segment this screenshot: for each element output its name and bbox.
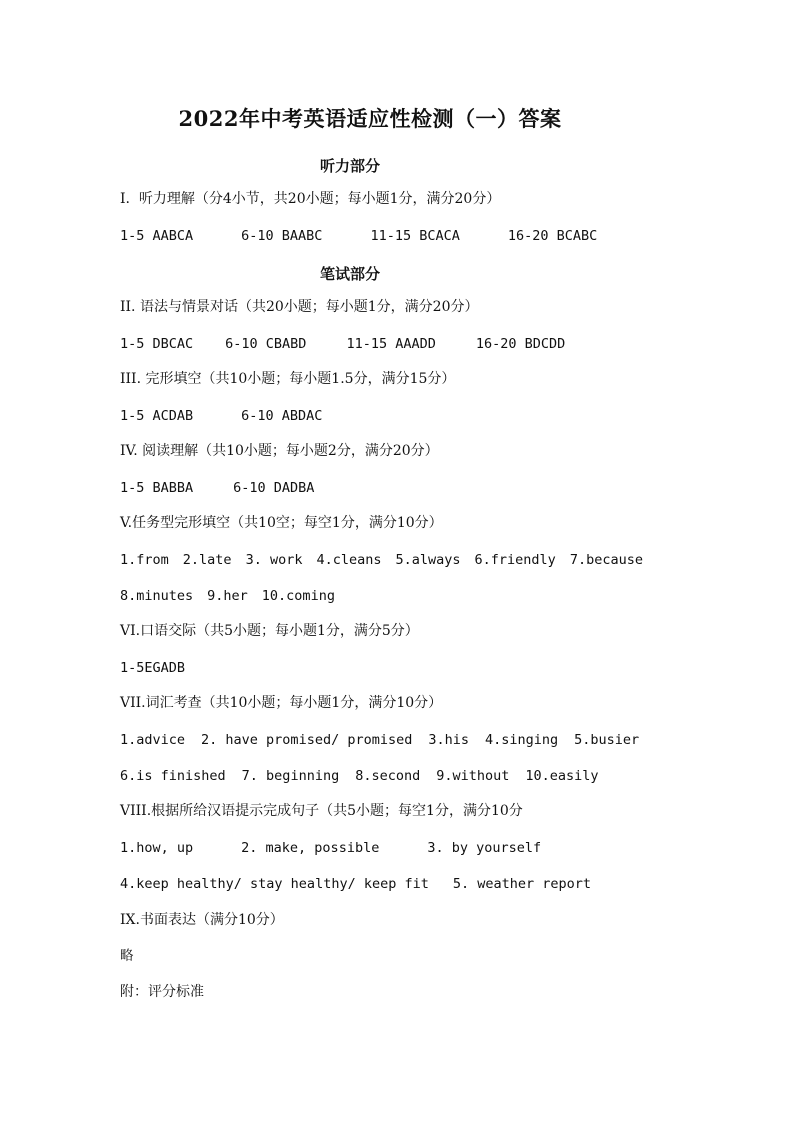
answer-item: 6.friendly [474,552,556,568]
answer-item: 6-10 DADBA [233,480,315,496]
answer-item: 3.his [428,732,469,748]
answer-item: 1.how, up [120,840,194,856]
answer-row [120,227,597,245]
answer-item: 6.is finished [120,768,226,784]
answer-item: 5.always [395,552,461,568]
answer-item: 6-10 CBABD [225,336,307,352]
answer-row [120,587,335,605]
answer-row [120,335,565,353]
section-heading: IV. 阅读理解（共10小题；每小题2分，满分20分） [120,443,439,459]
answer-item: 9.her [207,588,248,604]
answer-item: 4.singing [485,732,559,748]
answer-item: 1-5 ACDAB [120,408,194,424]
answer-row [120,947,134,965]
answer-item: 6-10 ABDAC [241,408,323,424]
answer-item: 1.from [120,552,169,568]
section-heading: VI.口语交际（共5小题；每小题1分，满分5分） [120,623,419,639]
appendix-note: 附：评分标准 [120,984,204,1000]
section-heading: I. 听力理解（分4小节，共20小题；每小题1分，满分20分） [120,191,501,207]
answer-item: 9.without [436,768,510,784]
section-heading: IX.书面表达（满分10分） [120,912,284,928]
answer-item: 11-15 BCACA [370,228,460,244]
answer-item: 16-20 BDCDD [475,336,566,352]
answer-item: 8.minutes [120,588,194,604]
section-heading: III. 完形填空（共10小题；每小题1.5分，满分15分） [120,371,456,387]
section-heading: VII.词汇考查（共10小题；每小题1分，满分10分） [120,695,443,711]
answer-item: 16-20 BCABC [507,228,598,244]
answer-row [120,731,639,749]
answer-item: 2. have promised/ promised [201,732,413,748]
answer-item: 5.busier [574,732,640,748]
writing-heading: 笔试部分 [319,265,380,283]
answer-item: 4.keep healthy/ stay healthy/ keep fit [120,876,429,892]
answer-row [120,875,591,893]
answer-item: 2. make, possible [241,840,380,856]
answer-item: 6-10 BAABC [241,228,323,244]
answer-item: 3. by yourself [427,840,542,856]
answer-item: 1-5EGADB [120,660,186,676]
answer-item: 8.second [355,768,421,784]
answer-row [120,551,643,569]
answer-item: 5. weather report [452,876,592,892]
answer-row [120,839,541,857]
answer-item: 10.coming [261,588,335,604]
section-heading: V.任务型完形填空（共10空；每空1分，满分10分） [120,515,443,531]
listening-heading: 听力部分 [319,157,380,175]
answer-row [120,659,185,677]
answer-item: 11-15 AAADD [346,336,436,352]
answer-item: 2.late [182,552,232,568]
answer-item: 1-5 AABCA [120,228,194,244]
answer-item: 1.advice [120,732,186,748]
answer-item: 1-5 DBCAC [120,336,194,352]
answer-row [120,479,314,497]
answer-item: 7. beginning [241,768,340,784]
answer-item: 10.easily [525,768,599,784]
answer-item: 3. work [245,552,303,568]
answer-row [120,407,322,425]
answer-item: 4.cleans [316,552,382,568]
answer-row [120,767,599,785]
section-heading: II. 语法与情景对话（共20小题；每小题1分，满分20分） [120,299,479,315]
section-heading: VIII.根据所给汉语提示完成句子（共5小题；每空1分，满分10分 [120,803,523,819]
answer-item: 略 [120,948,134,964]
answer-item: 7.because [569,552,643,568]
page-title: 2022年中考英语适应性检测（一）答案 [178,106,562,131]
answer-item: 1-5 BABBA [120,480,194,496]
